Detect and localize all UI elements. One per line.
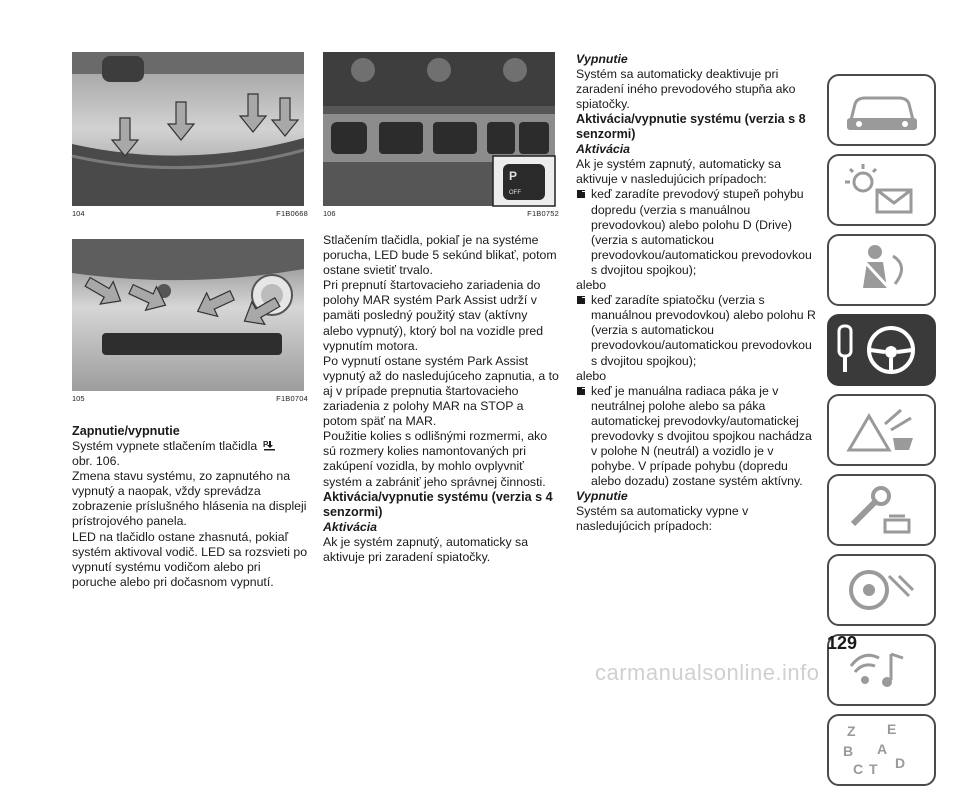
paragraph: Pri prepnutí štartovacieho zariadenia do polohy MAR systém Park Assist udrží v pamäti posledný použitý stav (aktívny alebo vypnutý), ktorý bol na vozidle pred vypnutím motora. <box>323 278 544 353</box>
index-letter: C <box>853 761 864 777</box>
figure-104-caption <box>72 209 308 219</box>
park-assist-off-icon <box>263 439 276 451</box>
paragraph: Použitie kolies s odlišnými rozmermi, ako sú rozmery kolies namontovaných pri zakúpení vozidla, by mohlo ovplyvniť systém a zabrániť jeho správnej činnosti. <box>323 429 548 489</box>
paragraph: Po vypnutí ostane systém Park Assist vypnutý až do nasledujúceho zapnutia, a to aj v prípade prepnutia štartovacieho zariadenia z polohy MAR na STOP a potom späť na MAR. <box>323 353 559 429</box>
index-letter: Z <box>847 723 856 739</box>
tab-car-dashboard[interactable] <box>827 74 936 146</box>
figure-number: 104 <box>72 209 85 218</box>
bullet-item: keď zaradíte spiatočku (verzia s manuálnou prevodovkou) alebo polohu R (verzia s automatickou prevodovkou/automatickou prevodovkou s dvojitou spojkou); <box>576 293 816 368</box>
bullet-item: keď je manuálna radiaca páka je v neutrálnej polohe alebo sa páka automatickej prevodovky/automatickej prevodovky s dvojitou spojkou nachádza v polohe N (neutrál) a vozidlo je v pohybe. V prípade pohybu (dopredu alebo dozadu) zostane systém aktívny. <box>576 384 816 490</box>
tab-warning-lights[interactable] <box>827 154 936 226</box>
paragraph: Ak je systém zapnutý, automaticky sa aktivuje v nasledujúcich prípadoch: <box>576 157 782 187</box>
maintenance-tools-icon <box>829 476 934 544</box>
tab-starting-driving[interactable] <box>827 314 936 386</box>
paragraph: LED na tlačidlo ostane zhasnutá, pokiaľ systém aktivoval vodič. LED sa rozsvieti po vypnutí systému vodičom alebo pri poruche alebo pri dočasnom vypnutí. <box>72 529 308 589</box>
subheading: Vypnutie <box>576 489 628 504</box>
paragraph: Zmena stavu systému, zo zapnutého na vypnutý a naopak, vždy sprevádza zobrazenie príslušného hlásenia na displeji prístrojového panela. <box>72 469 307 529</box>
figure-code: F1B0668 <box>276 209 308 218</box>
paragraph-text: Systém vypnete stlačením tlačidla <box>72 439 258 453</box>
emergency-triangle-icon <box>829 396 934 464</box>
figure-105-caption <box>72 394 308 404</box>
index-letters-icon <box>829 716 934 784</box>
seatbelt-safety-icon <box>829 236 934 304</box>
section-heading: Aktivácia/vypnutie systému (verzia s 8 senzormi) <box>576 112 806 142</box>
column-middle <box>323 52 559 565</box>
tab-emergency[interactable] <box>827 394 936 466</box>
subheading: Aktivácia <box>323 519 378 534</box>
tab-safety[interactable] <box>827 234 936 306</box>
figure-106-park-assist-button <box>323 52 555 206</box>
warning-lights-icon <box>829 156 934 224</box>
tab-maintenance[interactable] <box>827 474 936 546</box>
index-letter: A <box>877 741 888 757</box>
paragraph: Stlačením tlačidla, pokiaľ je na systéme porucha, LED bude 5 sekúnd blikať, potom ostane svietiť trvalo. <box>323 233 557 278</box>
chapter-tabs <box>827 74 936 794</box>
subheading: Aktivácia <box>576 142 631 157</box>
index-letter: B <box>843 743 854 759</box>
column-left <box>72 52 308 590</box>
paragraph-text: obr. 106. <box>72 454 120 469</box>
paragraph: alebo <box>576 368 607 383</box>
page-number: 129 <box>826 633 858 653</box>
index-letter: T <box>869 761 878 777</box>
index-letter: D <box>895 755 906 771</box>
tab-index[interactable] <box>827 714 936 786</box>
section-heading: Zapnutie/vypnutie <box>72 424 180 438</box>
paragraph: Ak je systém zapnutý, automaticky sa aktivuje pri zaradení spiatočky. <box>323 534 529 564</box>
paragraph: alebo <box>576 278 607 293</box>
svg-text:P: P <box>509 169 518 183</box>
column-right <box>576 52 816 535</box>
subheading: Vypnutie <box>576 52 628 66</box>
figure-104-rear-bumper-sensors <box>72 52 304 206</box>
section-heading: Aktivácia/vypnutie systému (verzia s 4 senzormi) <box>323 489 553 519</box>
watermark: carmanualsonline.info <box>595 660 820 685</box>
tab-technical-data[interactable] <box>827 554 936 626</box>
figure-code: F1B0752 <box>527 209 559 218</box>
figure-105-front-bumper-sensors <box>72 239 304 391</box>
figure-106-caption <box>323 209 559 219</box>
figure-number: 105 <box>72 394 85 403</box>
button-off-label: OFF <box>509 190 521 196</box>
figure-number: 106 <box>323 209 336 218</box>
car-dashboard-icon <box>829 76 934 144</box>
key-steering-wheel-icon <box>829 316 934 384</box>
index-letter: E <box>887 721 897 737</box>
figure-code: F1B0704 <box>276 394 308 403</box>
bullet-item: keď zaradíte prevodový stupeň pohybu dopredu (verzia s manuálnou prevodovkou) alebo polohu D (Drive) (verzia s automatickou prevodovkou/automatickou prevodovkou s dvojitou spojkou); <box>576 187 816 278</box>
technical-data-icon <box>829 556 934 624</box>
paragraph: Systém sa automaticky deaktivuje pri zaradení iného prevodového stupňa ako spiatočky. <box>576 67 796 112</box>
paragraph: Systém sa automaticky vypne v nasledujúcich prípadoch: <box>576 504 749 534</box>
svg-text:P: P <box>262 440 268 449</box>
paragraph <box>72 439 308 469</box>
